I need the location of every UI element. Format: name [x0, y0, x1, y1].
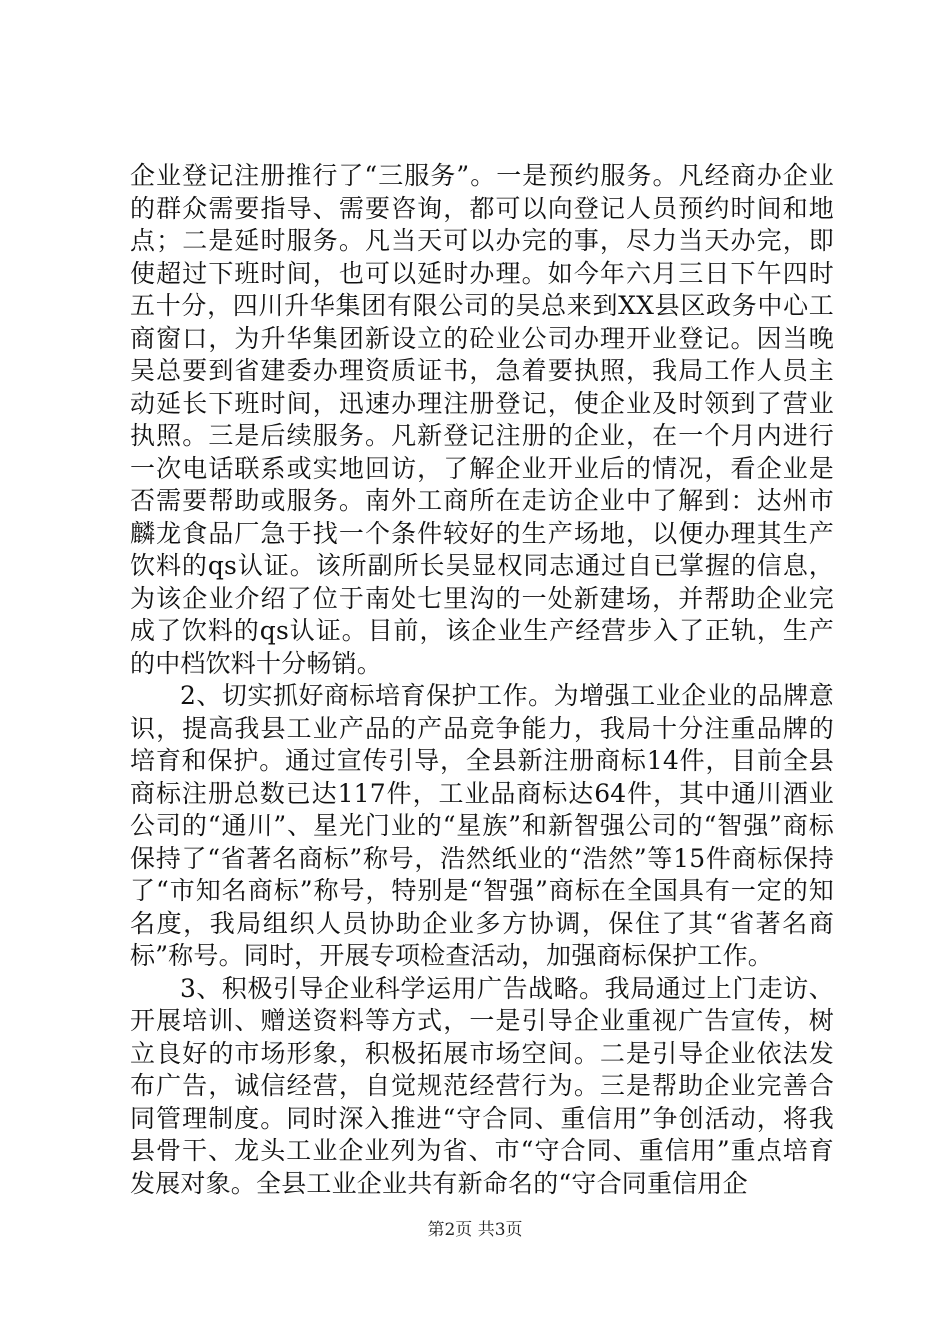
paragraph-3: 3、积极引导企业科学运用广告战略。我局通过上门走访、开展培训、赠送资料等方式，一是引导企业重视广告宣传，树立良好的市场形象，积极拓展市场空间。二是引导企业依法发布广告，诚信经营，自觉规范经营行为。三是帮助企业完善合同管理制度。同时深入推进“守合同、重信用”争创活动，将我县骨干、龙头工业企业列为省、市“守合同、重信用”重点培育发展对象。全县工业企业共有新命名的“守合同重信用企 — [130, 973, 834, 1198]
document-body — [130, 160, 834, 1200]
paragraph-2: 2、切实抓好商标培育保护工作。为增强工业企业的品牌意识，提高我县工业产品的产品竞争能力，我局十分注重品牌的培育和保护。通过宣传引导，全县新注册商标14件，目前全县商标注册总数已达117件，工业品商标达64件，其中通川酒业公司的“通川”、星光门业的“星族”和新智强公司的“智强”商标保持了“省著名商标”称号，浩然纸业的“浩然”等15件商标保持了“市知名商标”称号，特别是“智强”商标在全国具有一定的知名度，我局组织人员协助企业多方协调，保住了其“省著名商标”称号。同时，开展专项检查活动，加强商标保护工作。 — [130, 681, 834, 970]
page-number-footer: 第2页 共3页 — [427, 1220, 523, 1240]
paragraph-1: 企业登记注册推行了“三服务”。一是预约服务。凡经商办企业的群众需要指导、需要咨询，都可以向登记人员预约时间和地点；二是延时服务。凡当天可以办完的事，尽力当天办完，即使超过下班时间，也可以延时办理。如今年六月三日下午四时五十分，四川升华集团有限公司的吴总来到XX县区政务中心工商窗口，为升华集团新设立的砼业公司办理开业登记。因当晚吴总要到省建委办理资质证书，急着要执照，我局工作人员主动延长下班时间，迅速办理注册登记，使企业及时领到了营业执照。三是后续服务。凡新登记注册的企业，在一个月内进行一次电话联系或实地回访，了解企业开业后的情况，看企业是否需要帮助或服务。南外工商所在走访企业中了解到：达州市麟龙食品厂急于找一个条件较好的生产场地，以便办理其生产饮料的qs认证。该所副所长吴显权同志通过自已掌握的信息，为该企业介绍了位于南处七里沟的一处新建场，并帮助企业完成了饮料的qs认证。目前，该企业生产经营步入了正轨，生产的中档饮料十分畅销。 — [130, 161, 834, 678]
